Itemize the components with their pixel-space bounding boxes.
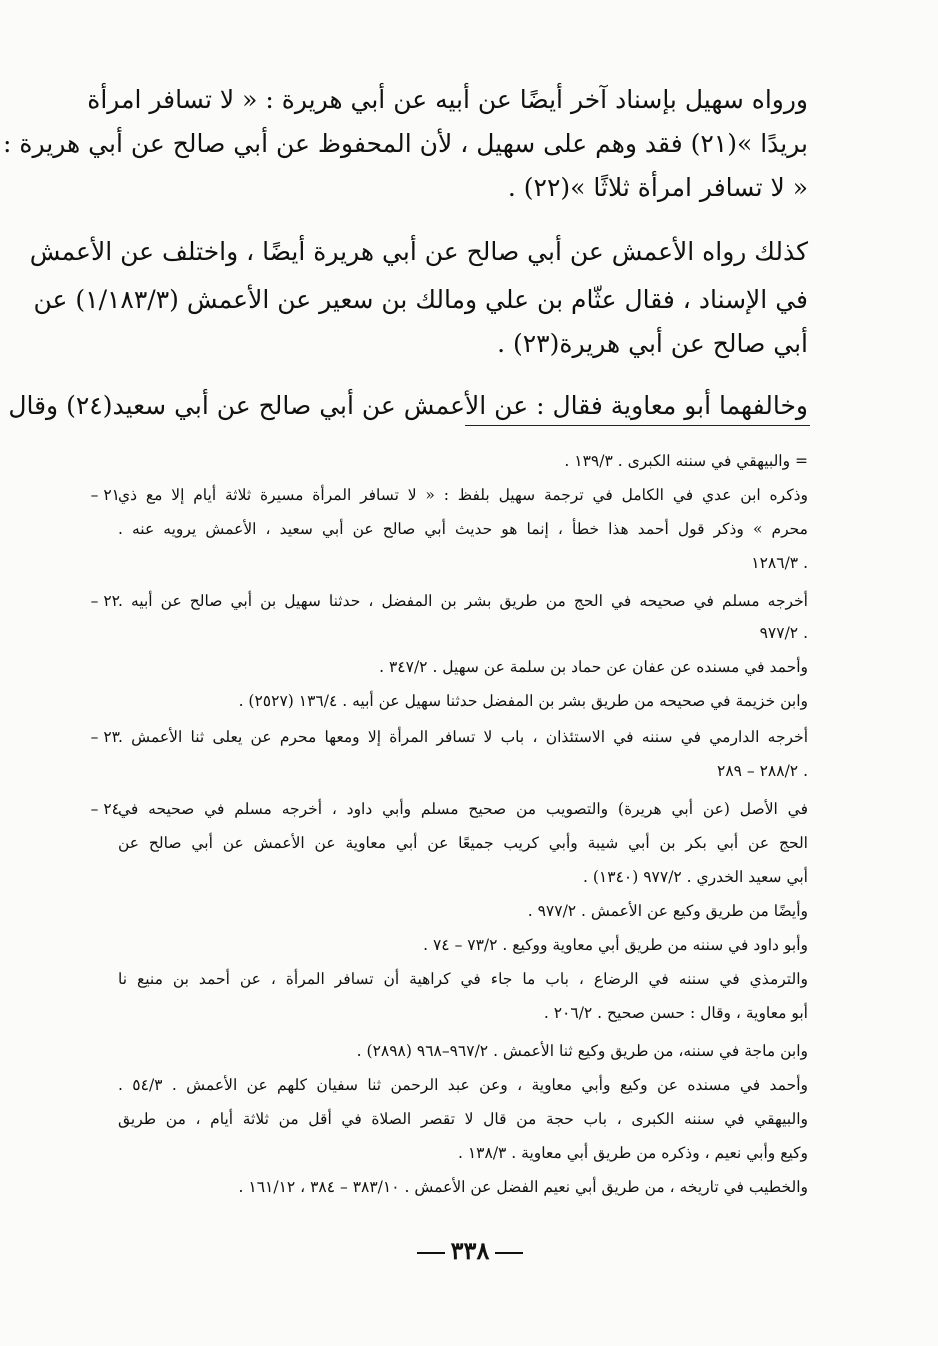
- footnote-line: وأحمد في مسنده عن عفان عن حماد بن سلمة عن سهيل . ٣٤٧/٢ .: [379, 658, 808, 676]
- footnote-line: أخرجه مسلم في صحيحه في الحج من طريق بشر بن المفضل ، حدثنا سهيل بن أبي صالح عن أبيه .: [118, 592, 808, 610]
- folio-dash: [417, 1252, 445, 1254]
- page-number-text: ٣٣٨: [450, 1236, 490, 1265]
- main-text-line: بريدًا »(٢١) فقد وهم على سهيل ، لأن المحفوظ عن أبي صالح عن أبي هريرة :: [3, 129, 808, 158]
- footnote-number: ٢٤ –: [90, 800, 120, 818]
- footnote-line: الحج عن أبي بكر بن أبي شيبة وأبي كريب جميعًا عن أبي معاوية عن الأعمش عن أبي صالح عن: [118, 834, 808, 852]
- footnote-line: وذكره ابن عدي في الكامل في ترجمة سهيل بلفظ : « لا تسافر المرأة مسيرة ثلاثة أيام إلا مع ذي: [118, 486, 808, 504]
- footnote-line: وأحمد في مسنده عن وكيع وأبي معاوية ، وعن عبد الرحمن ثنا سفيان كلهم عن الأعمش . ٥٤/٣ .: [118, 1076, 808, 1094]
- footnote-number: ٢٢ –: [90, 592, 120, 610]
- footnote-line: وكيع وأبي نعيم ، وذكره من طريق أبي معاوية . ١٣٨/٣ .: [457, 1144, 808, 1162]
- footnote-line: وابن ماجة في سننه، من طريق وكيع ثنا الأعمش . ٩٦٧/٢–٩٦٨ (٢٨٩٨) .: [356, 1042, 808, 1060]
- folio-dash: [495, 1252, 523, 1254]
- footnote-number: ٢١ –: [90, 486, 120, 504]
- footnote-line: في الأصل (عن أبي هريرة) والتصويب من صحيح مسلم وأبي داود ، أخرجه مسلم في صحيحه في: [118, 800, 808, 818]
- main-text-line: ورواه سهيل بإسناد آخر أيضًا عن أبيه عن أبي هريرة : « لا تسافر امرأة: [87, 85, 808, 114]
- footnote-line: والبيهقي في سننه الكبرى ، باب حجة من قال لا تقصر الصلاة في أقل من ثلاثة أيام ، من طريق: [118, 1110, 808, 1128]
- footnote-line: محرم » وذكر قول أحمد هذا خطأ ، إنما هو حديث أبي صالح عن أبي سعيد ، الأعمش يرويه عنه .: [118, 520, 808, 538]
- main-text-line: « لا تسافر امرأة ثلاثًا »(٢٢) .: [507, 173, 808, 202]
- footnote-continuation: = والبيهقي في سننه الكبرى . ١٣٩/٣ .: [564, 452, 808, 470]
- footnote-line: والخطيب في تاريخه ، من طريق أبي نعيم الفضل عن الأعمش . ٣٨٣/١٠ – ٣٨٤ ، ١٦١/١٢ .: [238, 1178, 808, 1196]
- footnote-line: . ١٢٨٦/٣: [751, 554, 808, 572]
- main-text-line: أبي صالح عن أبي هريرة(٢٣) .: [497, 329, 808, 358]
- footnote-number: ٢٣ –: [90, 728, 120, 746]
- footnote-line: والترمذي في سننه في الرضاع ، باب ما جاء في كراهية أن تسافر المرأة ، عن أحمد بن منيع نا: [118, 970, 808, 988]
- footnote-line: أبو معاوية ، وقال : حسن صحيح . ٢٠٦/٢ .: [543, 1004, 808, 1022]
- footnote-line: وابن خزيمة في صحيحه من طريق بشر بن المفضل حدثنا سهيل عن أبيه . ١٣٦/٤ (٢٥٢٧) .: [238, 692, 808, 710]
- main-text-line: في الإسناد ، فقال عثّام بن علي ومالك بن سعير عن الأعمش (١/١٨٣/٣) عن: [33, 285, 808, 314]
- footnote-separator: [465, 425, 810, 426]
- page-number: [390, 1236, 550, 1265]
- main-text-line: وخالفهما أبو معاوية فقال : عن الأعمش عن أبي صالح عن أبي سعيد(٢٤) وقال: [8, 391, 808, 420]
- footnote-line: أبي سعيد الخدري . ٩٧٧/٢ (١٣٤٠) .: [583, 868, 808, 886]
- footnote-line: . ٩٧٧/٢: [759, 624, 808, 642]
- footnote-line: . ٢٨٨/٢ – ٢٨٩: [717, 762, 808, 780]
- footnote-line: وأبو داود في سننه من طريق أبي معاوية ووكيع . ٧٣/٢ – ٧٤ .: [423, 936, 808, 954]
- main-text-line: كذلك رواه الأعمش عن أبي صالح عن أبي هريرة أيضًا ، واختلف عن الأعمش: [29, 237, 808, 266]
- footnote-line: أخرجه الدارمي في سننه في الاستئذان ، باب لا تسافر المرأة إلا ومعها محرم عن يعلى ثنا الأعمش .: [118, 728, 808, 746]
- footnote-line: وأيضًا من طريق وكيع عن الأعمش . ٩٧٧/٢ .: [527, 902, 808, 920]
